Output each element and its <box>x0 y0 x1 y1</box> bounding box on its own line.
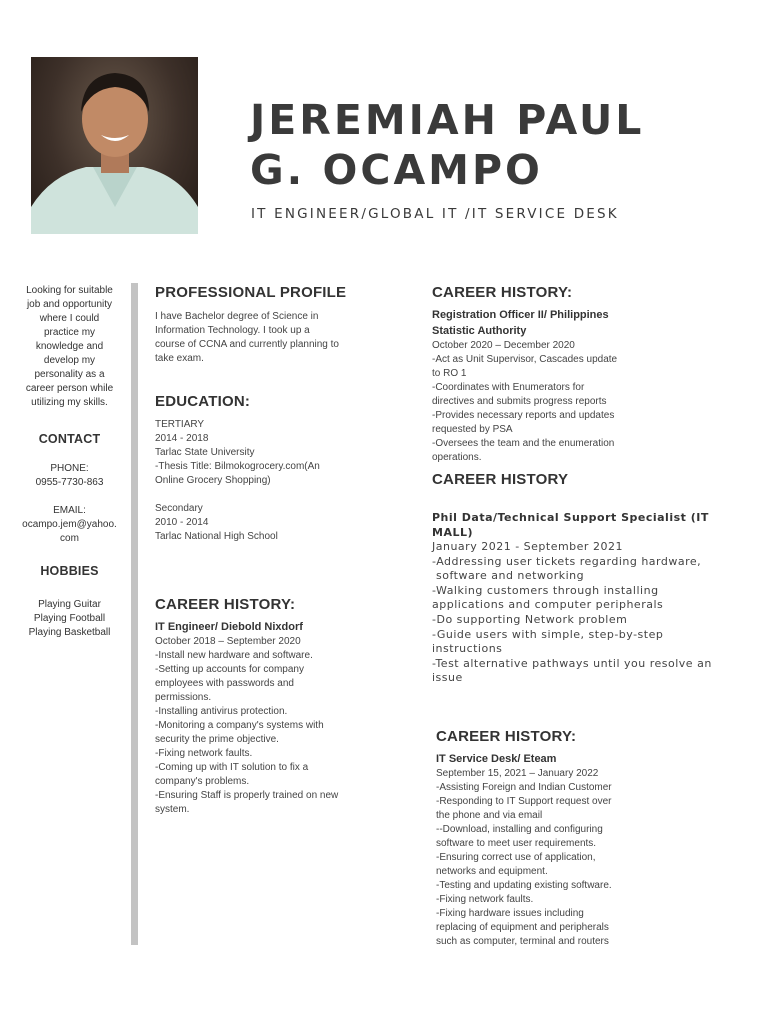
career-heading: CAREER HISTORY: <box>436 728 577 745</box>
profile-section <box>155 284 415 366</box>
hobbies-heading: HOBBIES <box>40 564 99 578</box>
phone-value: 0955-7730-863 <box>35 477 104 488</box>
career-role: Registration Officer II/ Philippines Statistic Authority <box>432 309 609 337</box>
career-eteam-section <box>436 728 746 949</box>
contact-heading: CONTACT <box>38 432 101 446</box>
career-heading: CAREER HISTORY <box>432 471 569 488</box>
education-section <box>155 393 415 544</box>
email-block: EMAIL: ocampo.jem@yahoo. com <box>12 504 127 546</box>
career-role: IT Engineer/ Diebold Nixdorf <box>155 621 303 633</box>
career-role: Phil Data/Technical Support Specialist (IT MALL) <box>432 511 709 539</box>
career-phildata-section <box>432 471 752 686</box>
career-details: October 2020 – December 2020 -Act as Unit Supervisor, Cascades update to RO 1 -Coordinates with Enumerators for directives and submits progress reports -Provides necessary reports and updates requested by PSA -Oversees the team and the enumeration operations. <box>432 340 618 463</box>
hobby-item: Playing Basketball <box>28 627 111 638</box>
hobby-item: Playing Football <box>33 613 106 624</box>
hobbies-list <box>12 598 127 640</box>
career-heading: CAREER HISTORY: <box>155 596 296 613</box>
career-heading: CAREER HISTORY: <box>432 284 573 301</box>
career-role: IT Service Desk/ Eteam <box>436 753 557 765</box>
column-divider <box>131 283 138 945</box>
career-diebold-section <box>155 596 420 817</box>
profile-text: I have Bachelor degree of Science in Information Technology. I took up a course of CCNA and currently planning to take exam. <box>155 311 339 364</box>
education-heading: EDUCATION: <box>155 393 251 410</box>
profile-photo <box>31 57 198 234</box>
education-tertiary: TERTIARY 2014 - 2018 Tarlac State University -Thesis Title: Bilmokogrocery.com(An Online Grocery Shopping) <box>155 419 320 486</box>
email-label: EMAIL: <box>53 505 86 516</box>
email-value: ocampo.jem@yahoo. <box>22 519 117 530</box>
career-details: September 15, 2021 – January 2022 -Assisting Foreign and Indian Customer -Responding to IT Support request over the phone and via email --Download, installing and configuring software to meet user requirements. -Ensuring correct use of application, networks and equipment. -Testing and updating existing software. -Fixing network faults. -Fixing hardware issues including replacing of equipment and peripherals such as computer, terminal and routers <box>436 768 612 947</box>
phone-block <box>12 462 127 490</box>
career-details: January 2021 - September 2021 -Addressing user tickets regarding hardware, software and networking -Walking customers through installing applications and computer peripherals -Do supporting Network problem -Guide users with simple, step-by-step instructions -Test alternative pathways until you resolve an issue <box>432 540 712 685</box>
job-title: IT ENGINEER/GLOBAL IT /IT SERVICE DESK <box>251 206 619 222</box>
applicant-name: JEREMIAH PAUL G. OCAMPO <box>250 96 645 194</box>
objective-text: Looking for suitable job and opportunity where I could practice my knowledge and develop my personality as a career person while utilizing my skills. <box>25 285 114 408</box>
sidebar <box>12 284 127 640</box>
profile-heading: PROFESSIONAL PROFILE <box>155 284 347 301</box>
education-secondary: Secondary 2010 - 2014 Tarlac National High School <box>155 503 278 542</box>
phone-label: PHONE: <box>50 463 89 474</box>
career-psa-section <box>432 284 752 465</box>
career-details: October 2018 – September 2020 -Install new hardware and software. -Setting up accounts for company employees with passwords and permissions. -Installing antivirus protection. -Monitoring a company's systems with security the prime objective. -Fixing network faults. -Coming up with IT solution to fix a company's problems. -Ensuring Staff is properly trained on new system. <box>155 636 339 815</box>
hobby-item: Playing Guitar <box>38 599 101 610</box>
